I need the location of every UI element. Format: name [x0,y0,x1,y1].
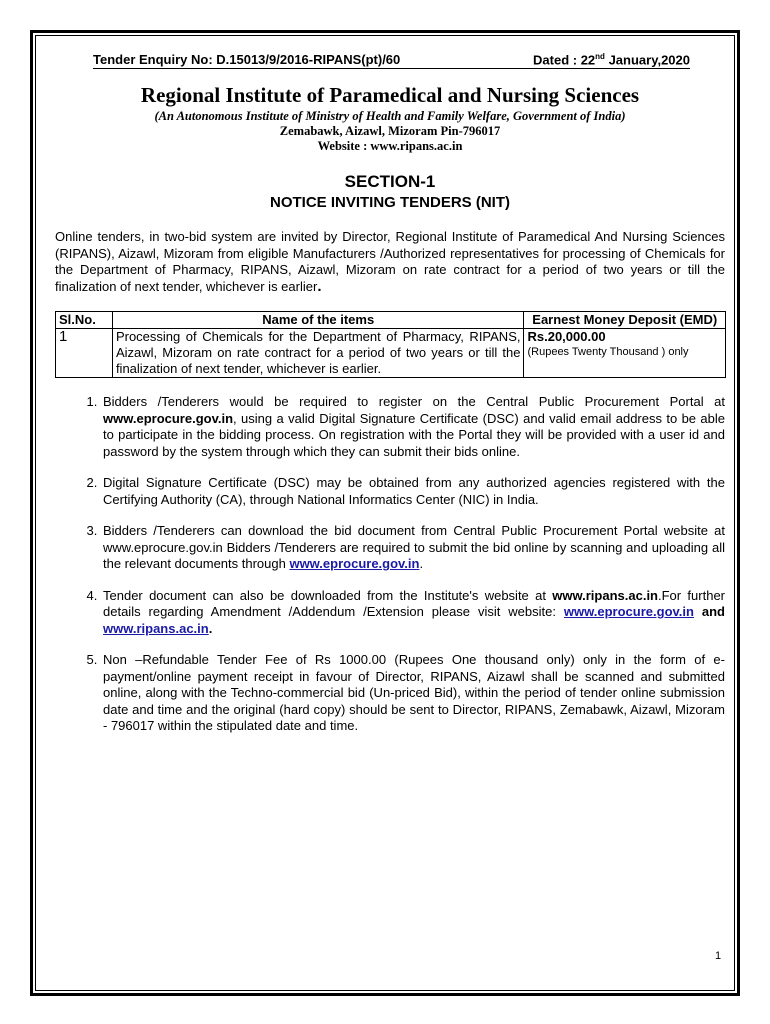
header-emd: Earnest Money Deposit (EMD) [524,312,726,329]
institute-website: Website : www.ripans.ac.in [317,139,463,154]
eprocure-url: www.eprocure.gov.in [103,410,234,426]
header-slno: Sl.No. [56,312,113,329]
list-item: 1. Bidders /Tenderers would be required to register on the Central Public Procurement Portal at www.eprocure.gov.in, using a valid Digital Signature Certificate (DSC) and valid email address to be able to participate in the bidding process. On registration with the Portal they will be provided with a user id and password by the system through which they can submit their bids online. [101,394,725,460]
reference-line [93,52,690,69]
list-item: 4. Tender document can also be downloaded from the Institute's website at www.ripans.ac.in.For further details regarding Amendment /Addendum /Extension please visit website: www.eprocure.gov.in and www.ripans.ac.in. [101,588,725,638]
header-item-name: Name of the items [112,312,524,329]
institute-address: Zemabawk, Aizawl, Mizoram Pin-796017 [279,124,501,139]
list-item: 3. Bidders /Tenderers can download the bid document from Central Public Procurement Portal website at www.eprocure.gov.in Bidders /Tenderers are required to submit the bid online by scanning and uploading all the relevant documents through www.eprocure.gov.in. [101,523,725,573]
ripans-link[interactable]: www.ripans.ac.in [103,620,209,636]
tender-number: Tender Enquiry No: D.15013/9/2016-RIPANS(pt)/60 [93,52,401,67]
tender-date: Dated : 22nd January,2020 [533,52,690,68]
page-number: 1 [715,950,722,962]
emd-amount: Rs.20,000.00 [527,329,606,345]
cell-item-name: Processing of Chemicals for the Department of Pharmacy, RIPANS, Aizawl, Mizoram on rate contract for a period of two years or till the finalization of next tender, whichever is earlier. [112,329,524,378]
list-item: 5. Non –Refundable Tender Fee of Rs 1000.00 (Rupees One thousand only) only in the form of e-payment/online payment receipt in favour of Director, RIPANS, Aizawl shall be scanned and submitted online, along with the Techno-commercial bid (Un-priced Bid), within the period of tender online submission date and time and the original (hard copy) should be sent to Director, RIPANS, Zemabawk, Aizawl, Mizoram - 796017 within the stipulated date and time. [101,652,725,735]
institute-subtitle: (An Autonomous Institute of Ministry of Health and Family Welfare, Government of India) [154,109,626,124]
section-subtitle: NOTICE INVITING TENDERS (NIT) [270,194,510,212]
institute-name: Regional Institute of Paramedical and Nursing Sciences [140,83,640,108]
section-title: SECTION-1 [344,172,436,192]
ripans-url: www.ripans.ac.in [552,587,658,603]
eprocure-link[interactable]: www.eprocure.gov.in [289,556,420,572]
table-row [56,329,726,378]
eprocure-link[interactable]: www.eprocure.gov.in [563,604,694,620]
list-item: 2. Digital Signature Certificate (DSC) may be obtained from any authorized agencies registered with the Certifying Authority (CA), through National Informatics Center (NIC) in India. [101,475,725,508]
cell-slno: 1 [56,329,113,378]
intro-paragraph: Online tenders, in two-bid system are invited by Director, Regional Institute of Paramedical And Nursing Sciences (RIPANS), Aizawl, Mizoram from eligible Manufacturers /Authorized representatives for processing of Chemicals for the Department of Pharmacy, RIPANS, Aizawl, Mizoram on rate contract for a period of two years or till the finalization of next tender, whichever is earlier. [55,229,725,295]
table-header-row [56,312,726,329]
instructions-list [55,394,725,735]
cell-emd [524,329,726,378]
items-table [55,311,726,378]
document-body [55,52,725,750]
emd-words: (Rupees Twenty Thousand ) only [527,346,689,359]
